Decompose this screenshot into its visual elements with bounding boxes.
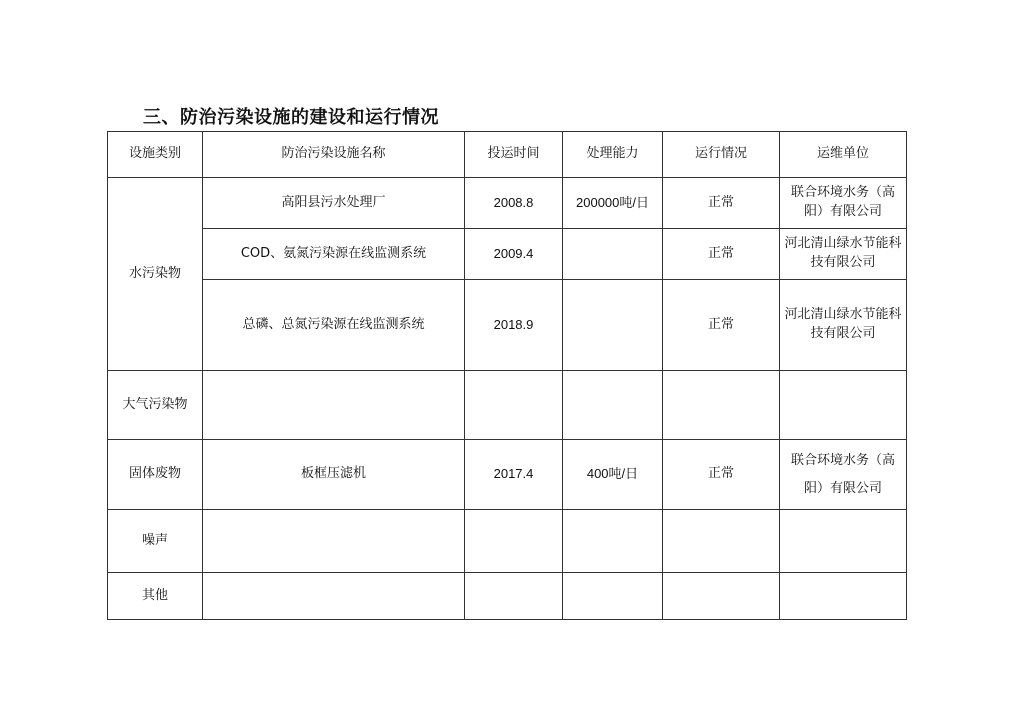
status: 正常 xyxy=(663,280,780,371)
table-row xyxy=(108,440,907,510)
category-noise: 噪声 xyxy=(108,510,203,573)
status: 正常 xyxy=(663,178,780,229)
facility-name: 高阳县污水处理厂 xyxy=(203,178,465,229)
table-row xyxy=(108,573,907,620)
capacity: 400吨/日 xyxy=(563,440,663,510)
table-row xyxy=(108,229,907,280)
start-date: 2008.8 xyxy=(465,178,563,229)
header-operator: 运维单位 xyxy=(780,132,907,178)
status: 正常 xyxy=(663,440,780,510)
start-date: 2018.9 xyxy=(465,280,563,371)
table-row xyxy=(108,510,907,573)
header-category: 设施类别 xyxy=(108,132,203,178)
facility-name: 板框压滤机 xyxy=(203,440,465,510)
capacity xyxy=(563,229,663,280)
facility-table xyxy=(107,131,907,620)
category-solid: 固体废物 xyxy=(108,440,203,510)
category-air: 大气污染物 xyxy=(108,371,203,440)
table-row xyxy=(108,280,907,371)
section-title: 三、防治污染设施的建设和运行情况 xyxy=(143,107,439,128)
header-capacity: 处理能力 xyxy=(563,132,663,178)
start-date: 2017.4 xyxy=(465,440,563,510)
header-facility-name: 防治污染设施名称 xyxy=(203,132,465,178)
table-row xyxy=(108,178,907,229)
category-water: 水污染物 xyxy=(108,178,203,371)
status: 正常 xyxy=(663,229,780,280)
operator: 河北清山绿水节能科技有限公司 xyxy=(780,229,907,280)
table-row xyxy=(108,371,907,440)
capacity xyxy=(563,280,663,371)
operator: 联合环境水务（高阳）有限公司 xyxy=(780,440,907,510)
header-start-date: 投运时间 xyxy=(465,132,563,178)
category-other: 其他 xyxy=(108,573,203,620)
operator: 联合环境水务（高阳）有限公司 xyxy=(780,178,907,229)
header-row xyxy=(108,132,907,178)
start-date: 2009.4 xyxy=(465,229,563,280)
operator: 河北清山绿水节能科技有限公司 xyxy=(780,280,907,371)
capacity: 200000吨/日 xyxy=(563,178,663,229)
header-status: 运行情况 xyxy=(663,132,780,178)
facility-name: COD、氨氮污染源在线监测系统 xyxy=(203,229,465,280)
facility-name: 总磷、总氮污染源在线监测系统 xyxy=(203,280,465,371)
